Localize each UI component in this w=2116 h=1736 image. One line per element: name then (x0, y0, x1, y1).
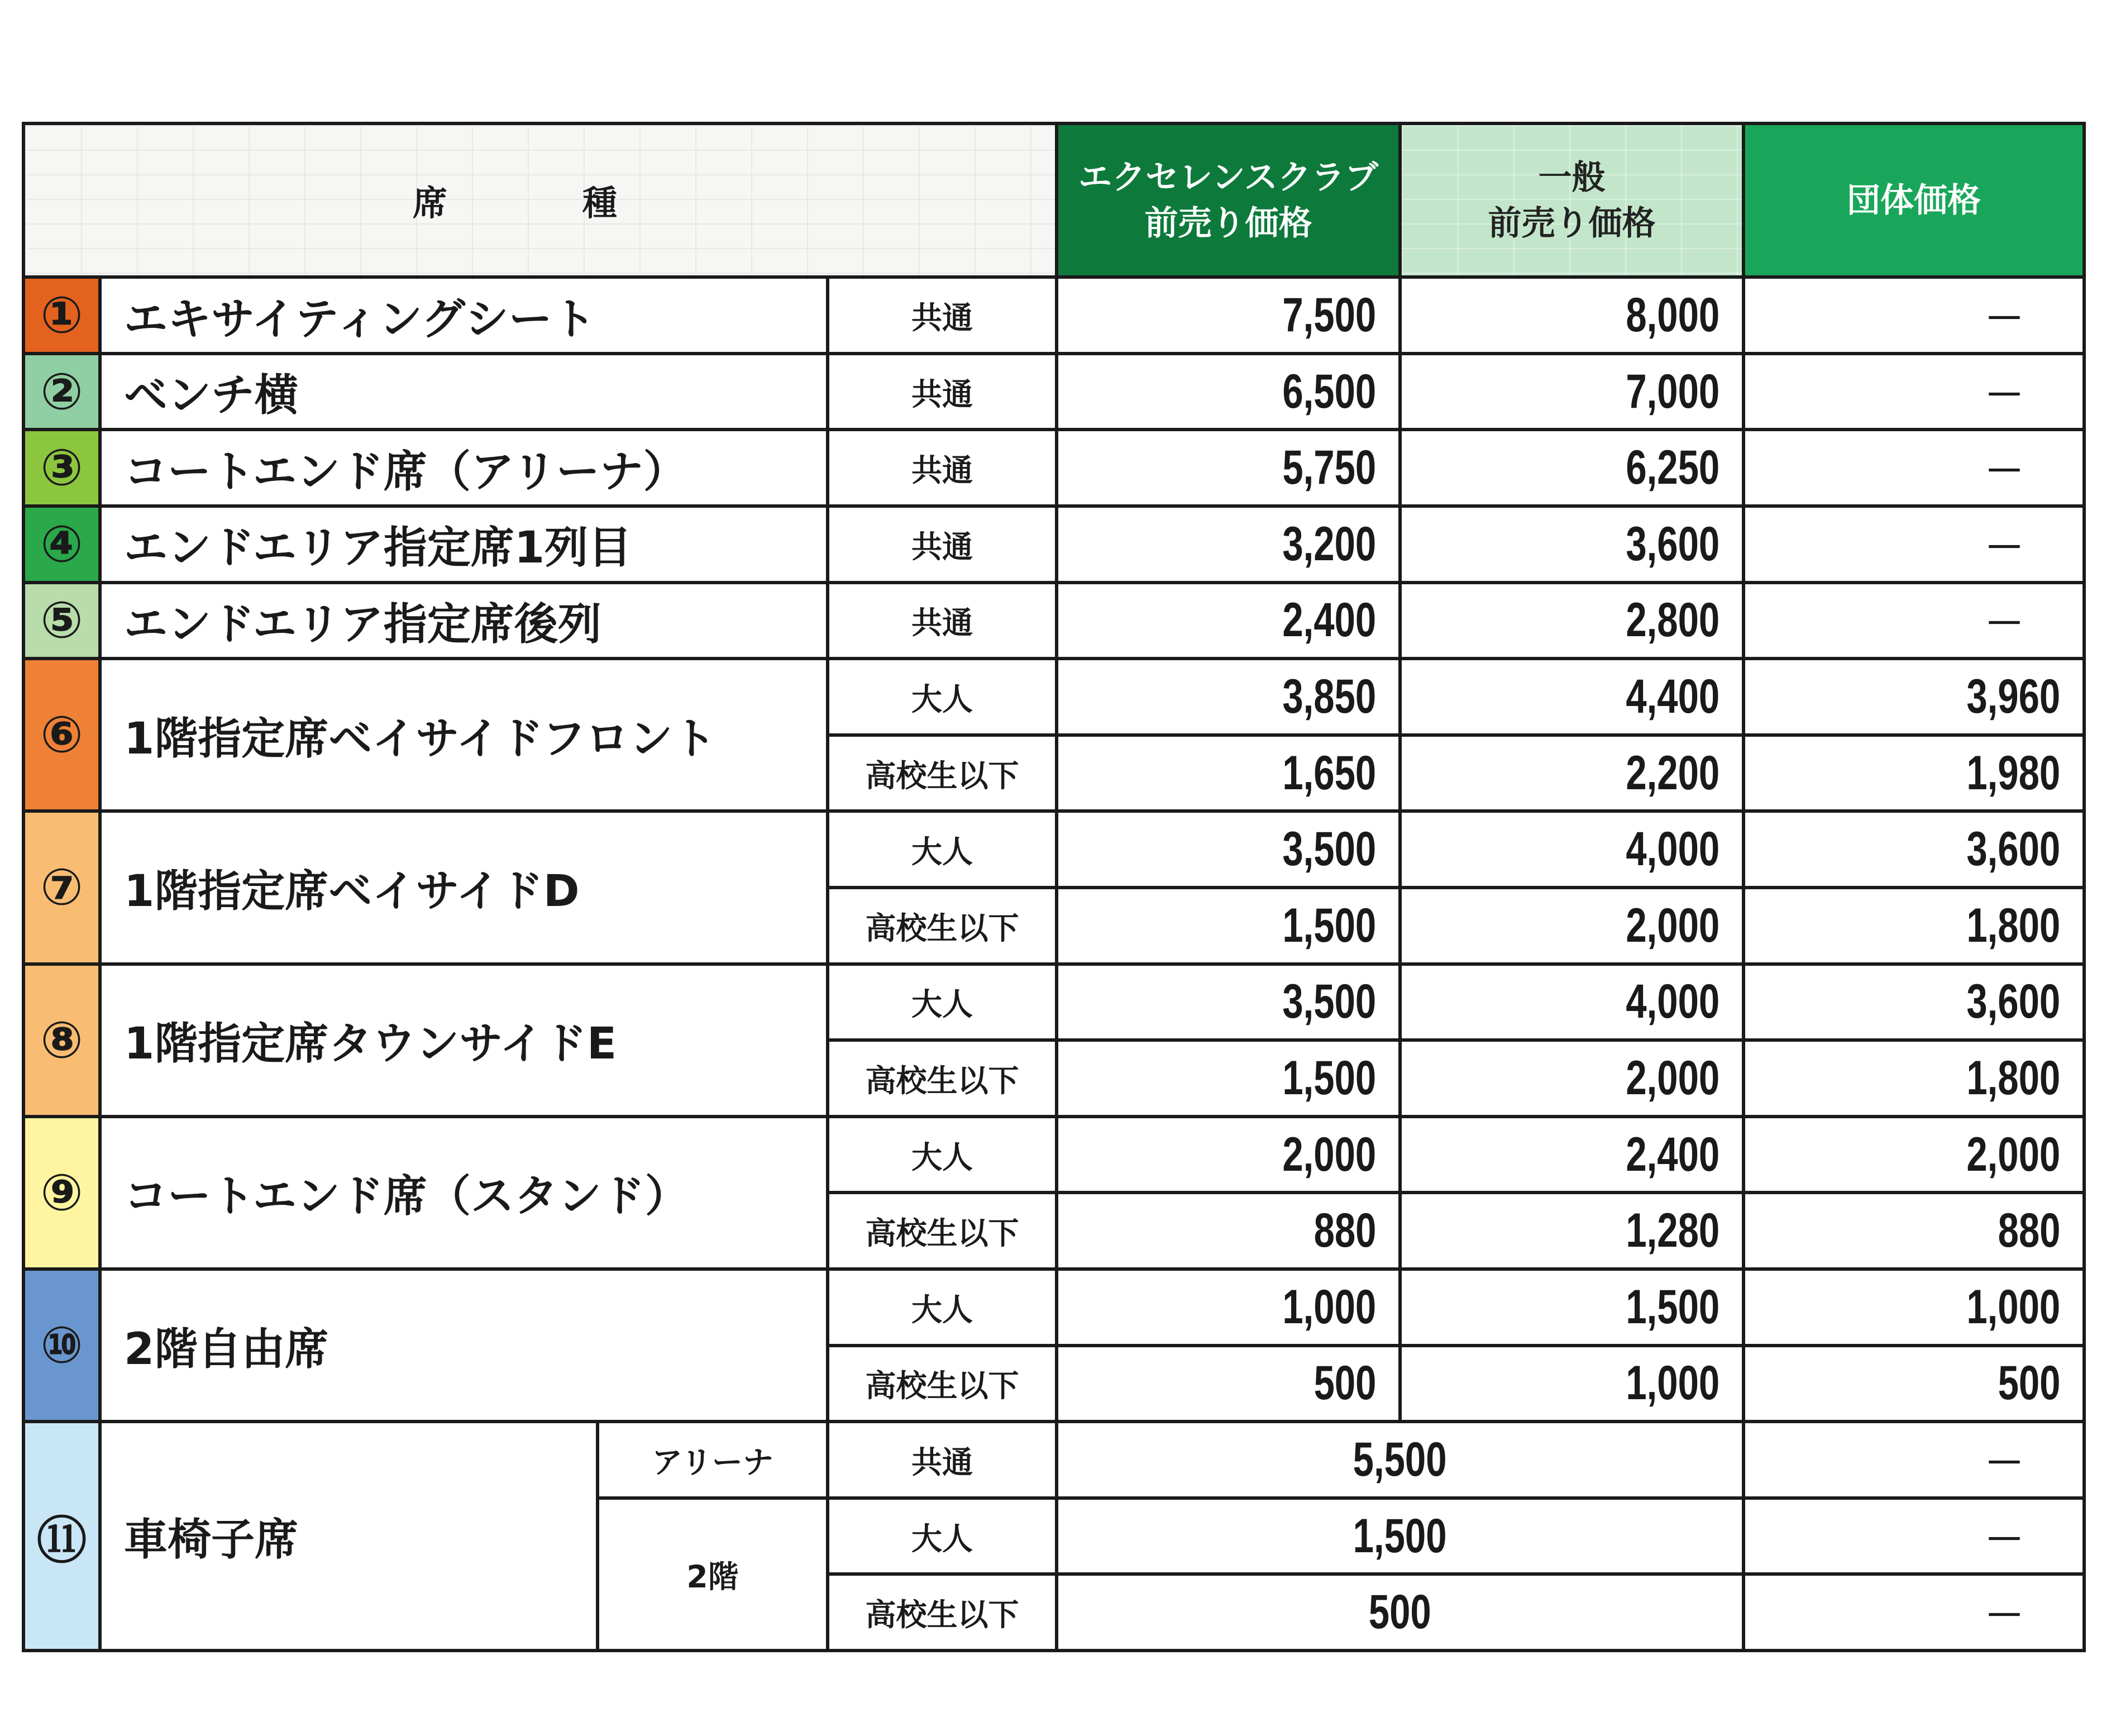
group-price: － (1744, 506, 2084, 583)
excellence-price: 3,500 (1057, 964, 1400, 1041)
excellence-price: 6,500 (1057, 354, 1400, 430)
ticket-type: 共通 (828, 506, 1057, 583)
general-price: 7,000 (1400, 354, 1744, 430)
seat-name: エンドエリア指定席後列 (100, 583, 828, 659)
table-row (23, 1269, 2084, 1346)
seat-name: コートエンド席（スタンド） (100, 1117, 828, 1269)
area-second-floor: 2階 (598, 1498, 828, 1651)
row-number-badge: ⑤ (23, 583, 100, 659)
seat-name: エンドエリア指定席1列目 (100, 506, 828, 583)
general-price: 2,800 (1400, 583, 1744, 659)
table-row (23, 1117, 2084, 1193)
table-row (23, 506, 2084, 583)
group-price: 1,000 (1744, 1269, 2084, 1346)
group-price: 3,600 (1744, 964, 2084, 1041)
group-price: 1,800 (1744, 1040, 2084, 1117)
group-price: 3,960 (1744, 659, 2084, 735)
header-excellence-line2: 前売り価格 (1144, 203, 1312, 243)
general-price: 8,000 (1400, 277, 1744, 354)
header-excellence-line1: エクセレンスクラブ (1078, 158, 1378, 197)
excellence-price: 3,850 (1057, 659, 1400, 735)
row-number-badge: ⑪ (23, 1422, 100, 1651)
ticket-type-student: 高校生以下 (828, 1040, 1057, 1117)
general-price: 2,000 (1400, 1040, 1744, 1117)
seat-name: 1階指定席ベイサイドフロント (100, 659, 828, 811)
ticket-type: 共通 (828, 583, 1057, 659)
ticket-type-adult: 大人 (828, 964, 1057, 1041)
excellence-price: 880 (1057, 1193, 1400, 1269)
ticket-type-student: 高校生以下 (828, 1193, 1057, 1269)
general-price: 1,000 (1400, 1346, 1744, 1422)
row-number-badge: ⑩ (23, 1269, 100, 1422)
group-price: － (1744, 583, 2084, 659)
general-price: 3,600 (1400, 506, 1744, 583)
table-header-row (23, 123, 2084, 277)
table-row (23, 354, 2084, 430)
header-general-line2: 前売り価格 (1488, 203, 1656, 243)
seat-name: 2階自由席 (100, 1269, 828, 1422)
ticket-type: 共通 (828, 430, 1057, 506)
group-price: － (1744, 277, 2084, 354)
header-general-line1: 一般 (1538, 158, 1606, 197)
table-row (23, 277, 2084, 354)
table-row (23, 583, 2084, 659)
ticket-type-student: 高校生以下 (828, 1574, 1057, 1651)
row-number-badge: ⑨ (23, 1117, 100, 1269)
ticket-type-adult: 大人 (828, 1117, 1057, 1193)
ticket-type-adult: 大人 (828, 1498, 1057, 1575)
group-price: 1,980 (1744, 735, 2084, 812)
ticket-type-adult: 大人 (828, 659, 1057, 735)
group-price: 880 (1744, 1193, 2084, 1269)
ticket-type-adult: 大人 (828, 1269, 1057, 1346)
general-price: 2,000 (1400, 888, 1744, 964)
excellence-price: 1,500 (1057, 1040, 1400, 1117)
seat-name: エキサイティングシート (100, 277, 828, 354)
general-price: 4,000 (1400, 964, 1744, 1041)
seat-name: ベンチ横 (100, 354, 828, 430)
group-price: 1,800 (1744, 888, 2084, 964)
ticket-type: 共通 (828, 354, 1057, 430)
group-price: － (1744, 1498, 2084, 1575)
combined-price: 1,500 (1057, 1498, 1744, 1575)
general-price: 4,000 (1400, 811, 1744, 888)
group-price: － (1744, 430, 2084, 506)
general-price: 2,400 (1400, 1117, 1744, 1193)
table-row (23, 1422, 2084, 1498)
header-seat-type: 席 種 (23, 123, 1057, 277)
header-general-price (1400, 123, 1744, 277)
row-number-badge: ⑧ (23, 964, 100, 1117)
general-price: 4,400 (1400, 659, 1744, 735)
excellence-price: 3,500 (1057, 811, 1400, 888)
excellence-price: 5,750 (1057, 430, 1400, 506)
group-price: － (1744, 354, 2084, 430)
seat-name: 1階指定席ベイサイドD (100, 811, 828, 964)
ticket-type: 共通 (828, 1422, 1057, 1498)
general-price: 1,500 (1400, 1269, 1744, 1346)
row-number-badge: ⑦ (23, 811, 100, 964)
seat-name: 車椅子席 (100, 1422, 598, 1651)
seat-price-table (22, 122, 2086, 1652)
ticket-type-adult: 大人 (828, 811, 1057, 888)
group-price: － (1744, 1422, 2084, 1498)
group-price: － (1744, 1574, 2084, 1651)
row-number-badge: ① (23, 277, 100, 354)
row-number-badge: ③ (23, 430, 100, 506)
seat-name: コートエンド席（アリーナ） (100, 430, 828, 506)
excellence-price: 1,000 (1057, 1269, 1400, 1346)
group-price: 2,000 (1744, 1117, 2084, 1193)
table-row (23, 964, 2084, 1041)
excellence-price: 2,400 (1057, 583, 1400, 659)
excellence-price: 7,500 (1057, 277, 1400, 354)
excellence-price: 1,500 (1057, 888, 1400, 964)
general-price: 1,280 (1400, 1193, 1744, 1269)
combined-price: 5,500 (1057, 1422, 1744, 1498)
excellence-price: 2,000 (1057, 1117, 1400, 1193)
table-row (23, 659, 2084, 735)
row-number-badge: ② (23, 354, 100, 430)
row-number-badge: ⑥ (23, 659, 100, 811)
ticket-type-student: 高校生以下 (828, 1346, 1057, 1422)
excellence-price: 1,650 (1057, 735, 1400, 812)
ticket-type-student: 高校生以下 (828, 735, 1057, 812)
combined-price: 500 (1057, 1574, 1744, 1651)
general-price: 6,250 (1400, 430, 1744, 506)
ticket-type: 共通 (828, 277, 1057, 354)
header-group-label: 団体価格 (1847, 180, 1981, 220)
header-group-price (1744, 123, 2084, 277)
excellence-price: 3,200 (1057, 506, 1400, 583)
ticket-type-student: 高校生以下 (828, 888, 1057, 964)
general-price: 2,200 (1400, 735, 1744, 812)
row-number-badge: ④ (23, 506, 100, 583)
seat-name: 1階指定席タウンサイドE (100, 964, 828, 1117)
group-price: 3,600 (1744, 811, 2084, 888)
group-price: 500 (1744, 1346, 2084, 1422)
area-arena: アリーナ (598, 1422, 828, 1498)
table-row (23, 430, 2084, 506)
excellence-price: 500 (1057, 1346, 1400, 1422)
header-excellence-club-price (1057, 123, 1400, 277)
table-row (23, 811, 2084, 888)
